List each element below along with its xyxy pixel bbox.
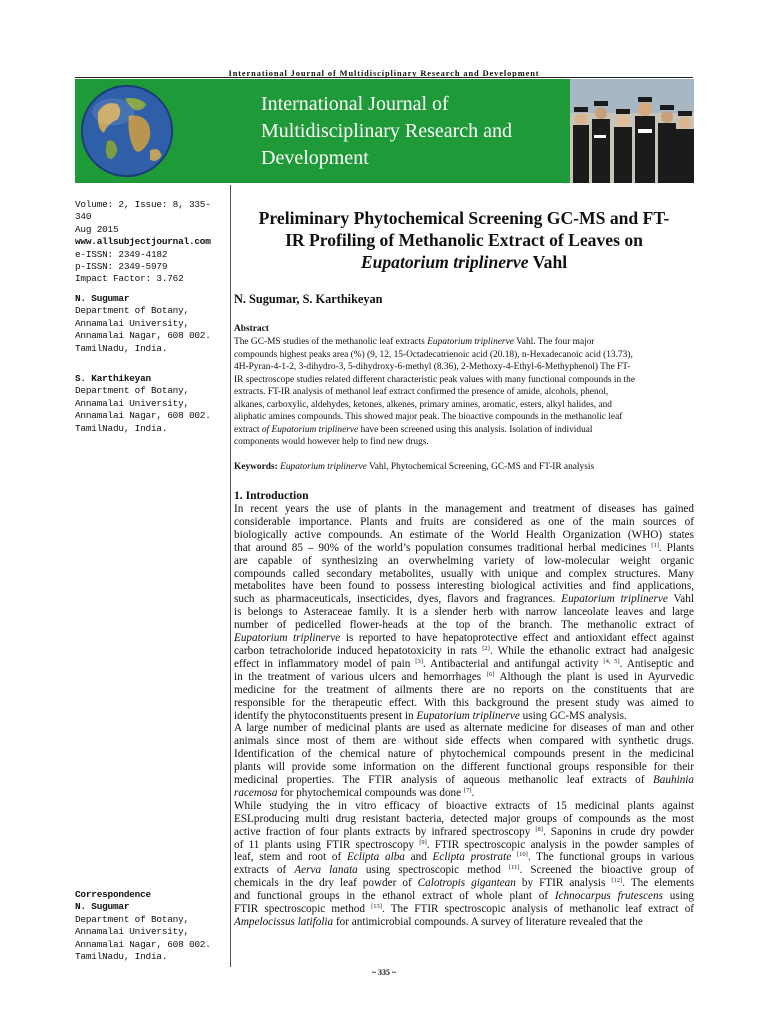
keywords-label: Keywords: (234, 462, 278, 472)
banner-title (261, 91, 571, 172)
abstract-line: 4H-Pyran-4-1-2, 3-dihydro-3, 5-dihydroxy-6-methyl (8.36), 2-Methoxy-4-Ethyl-6-Methyphenol) The FT- (234, 362, 631, 372)
author-list: N. Sugumar, S. Karthikeyan (234, 292, 383, 306)
body-line: In recent years the use of plants in the management and treatment of diseases has gained (234, 503, 694, 515)
correspondence-block (75, 889, 225, 963)
banner-title-line: Multidisciplinary Research and (261, 120, 513, 142)
section-heading: 1. Introduction (234, 489, 309, 502)
e-issn: e-ISSN: 2349-4182 (75, 248, 168, 260)
keywords-line (234, 462, 594, 472)
abstract-line: IR spectroscope studies related different characteristic peak values with many functional compounds in the (234, 374, 635, 385)
issue-date: Aug 2015 (75, 223, 119, 235)
body-line: considerable importance. Plants and fruits are considered as one of the main sources of (234, 515, 694, 528)
abstract-line: extract of Eupatorium triplinerve have been screened using this analysis. Isolation of individual (234, 424, 593, 435)
header-rule (75, 77, 693, 78)
body-line: Ampelocissus latifolia for antimicrobial compounds. A survey of literature revealed that the (234, 916, 643, 928)
body-line: active fraction of four plants extracts by infrared spectroscopy [8]. Saponins in crude dry powder (234, 825, 694, 838)
affiliation-line: TamilNadu, India. (75, 951, 168, 963)
body-line: A large number of medicinal plants are used as alternate medicine for diseases of man and other (234, 722, 694, 735)
banner-title-line: International Journal of (261, 93, 449, 115)
abstract-line: aliphatic amines compounds. This showed major peak. The bioactive compounds in the methanolic leaf (234, 412, 623, 422)
article-title (238, 207, 690, 273)
body-line: Identification of the chemical nature of phytochemical compounds present in the medicinal (234, 748, 694, 761)
body-line: Eupatorium triplinerve is reported to have hepatoprotective effect and antioxidant effect against (234, 632, 694, 645)
abstract-line: components would however help to find new drugs. (234, 437, 429, 447)
body-line: biologically active compounds. An estimate of the World Health Organization (WHO) states (234, 528, 694, 541)
journal-running-header: International Journal of Multidisciplinary Research and Development (228, 69, 540, 78)
banner-title-line: Development (261, 147, 369, 169)
body-line: chemicals in the dry leaf powder of Calotropis gigantean by FTIR analysis [12]. The elements (234, 877, 694, 890)
abstract-line: compounds highest peaks area (%) (9, 12, 15-Octadecatrienoic acid (20.18), n-Hexadecanoic acid (13.73), (234, 349, 633, 360)
affiliation-line: TamilNadu, India. (75, 342, 168, 354)
body-line: racemosa for phytochemical compounds was done [7]. (234, 786, 475, 799)
body-line: While studying the in vitro efficacy of bioactive extracts of 15 medicinal plants against (234, 799, 694, 812)
column-divider (230, 185, 231, 967)
body-line: are capable of synthesizing an overwhelming variety of low-molecular weight organic (234, 554, 694, 567)
body-line: such as pharmaceuticals, insecticides, dyes, flavors and fragrances. Eupatorium triplinerve Vahl (234, 593, 694, 606)
abstract-heading: Abstract (234, 324, 269, 334)
issue-metadata (75, 199, 225, 286)
affiliation-author-name: S. Karthikeyan (75, 373, 151, 384)
body-line: medicinal properties. The FTIR analysis of aqueous methanolic leaf extracts of Bauhinia (234, 774, 694, 787)
page-number: ~ 335 ~ (371, 968, 397, 977)
body-line: carbon tetracholoride induced hepatotoxicity in rats [2]. While the ethanolic extract had analgesic (234, 644, 694, 657)
graduates-photo (570, 79, 694, 183)
body-line: medicine for the treatment of ailments there are no reports on the constituents that are (234, 683, 694, 696)
body-line: leaf, stem and root of Eclipta alba and Eclipta prostrate [10]. The functional groups in various (234, 851, 694, 864)
correspondence-heading: Correspondence (75, 889, 151, 900)
body-line: extracts of Aerva lanata using spectroscopic method [11]. Screened the bioactive group of (234, 864, 694, 877)
p-issn: p-ISSN: 2349-5979 (75, 261, 168, 273)
affiliation-line: Annamalai Nagar, 608 002. (75, 938, 211, 950)
journal-banner (75, 79, 694, 183)
body-line: in the treatment of various ulcers and hemorrhages [6] Although the plant is used in Ayurvedic (234, 670, 694, 683)
volume-issue: Volume: 2, Issue: 8, 335-340 (75, 199, 211, 223)
author-affiliation-1 (75, 293, 225, 355)
affiliation-line: Annamalai Nagar, 608 002. (75, 410, 211, 422)
journal-website: www.allsubjectjournal.com (75, 236, 211, 248)
body-line: is belongs to Asteraceae family. It is a slender herb with narrow lanceolate leaves and large (234, 606, 694, 619)
body-line: ESLproducing multi drug resistant bacteria, detected major groups of compounds as the most (234, 812, 694, 825)
affiliation-line: Annamalai Nagar, 608 002. (75, 330, 211, 342)
body-line: compounds called secondary metabolites, usually with unique and complex structures. Many (234, 567, 694, 580)
affiliation-line: TamilNadu, India. (75, 422, 168, 434)
keywords-list: Vahl, Phytochemical Screening, GC-MS and FT-IR analysis (366, 462, 595, 472)
body-line: identify the phytoconstituents present in Eupatorium triplinerve using GC-MS analysis. (234, 709, 627, 722)
affiliation-line: Department of Botany, (75, 913, 189, 925)
author-affiliation-2 (75, 373, 225, 435)
abstract-text (234, 336, 694, 449)
body-line: plants will provide some information on the different functional groups responsible for their (234, 761, 694, 774)
globe-icon (79, 83, 175, 179)
body-line: responsible for the therapeutic effect. With this background the present study was aimed to (234, 696, 694, 709)
impact-factor: Impact Factor: 3.762 (75, 273, 184, 285)
body-line: of 11 plants using FTIR spectroscopy [9]. FTIR spectroscopic analysis in the powder samples of (234, 838, 694, 851)
affiliation-line: Department of Botany, (75, 385, 189, 397)
keywords-species: Eupatorium triplinerve (280, 462, 367, 472)
title-author-abbr: Vahl (528, 252, 568, 272)
correspondence-name: N. Sugumar (75, 901, 130, 913)
body-line: that around 85 – 90% of the world’s population consumes traditional herbal medicines [1]. Plants (234, 541, 694, 554)
introduction-body (234, 503, 694, 929)
affiliation-author-name: N. Sugumar (75, 293, 130, 304)
abstract-line: alkanes, carboxylic, aldehydes, ketones, alkenes, primary amines, aromatic, esters, alkyl halides, and (234, 399, 612, 410)
title-line: IR Profiling of Methanolic Extract of Leaves on (285, 230, 643, 250)
affiliation-line: Annamalai University, (75, 926, 189, 938)
body-line: effect in inflammatory model of pain [3]. Antibacterial and antifungal activity [4, 5]. Antiseptic and (234, 657, 694, 670)
affiliation-line: Annamalai University, (75, 317, 189, 329)
body-line: animals since most of them are without side effects when compared with synthetic drugs. (234, 735, 694, 748)
affiliation-line: Department of Botany, (75, 305, 189, 317)
affiliation-line: Annamalai University, (75, 397, 189, 409)
body-line: metabolites have been found to possess interesting biological activities and find applications, (234, 580, 694, 593)
abstract-line: The GC-MS studies of the methanolic leaf extracts Eupatorium triplinerve Vahl. The four major (234, 337, 595, 347)
title-species: Eupatorium triplinerve (360, 252, 529, 272)
title-line: Preliminary Phytochemical Screening GC-MS and FT- (258, 208, 670, 228)
body-line: and functional groups in the ethanol extract of whole plant of Ichnocarpus frutescens using (234, 890, 694, 903)
abstract-line: extracts. FT-IR analysis of methanol leaf extract confirmed the presence of amide, alcohols, phenol, (234, 387, 609, 397)
body-line: number of pedicelled flower-heads at the top of the branch. The methanolic extract of (234, 619, 694, 632)
body-line: FTIR spectroscopic method [13]. The FTIR spectroscopic analysis of methanolic leaf extract of (234, 903, 695, 916)
